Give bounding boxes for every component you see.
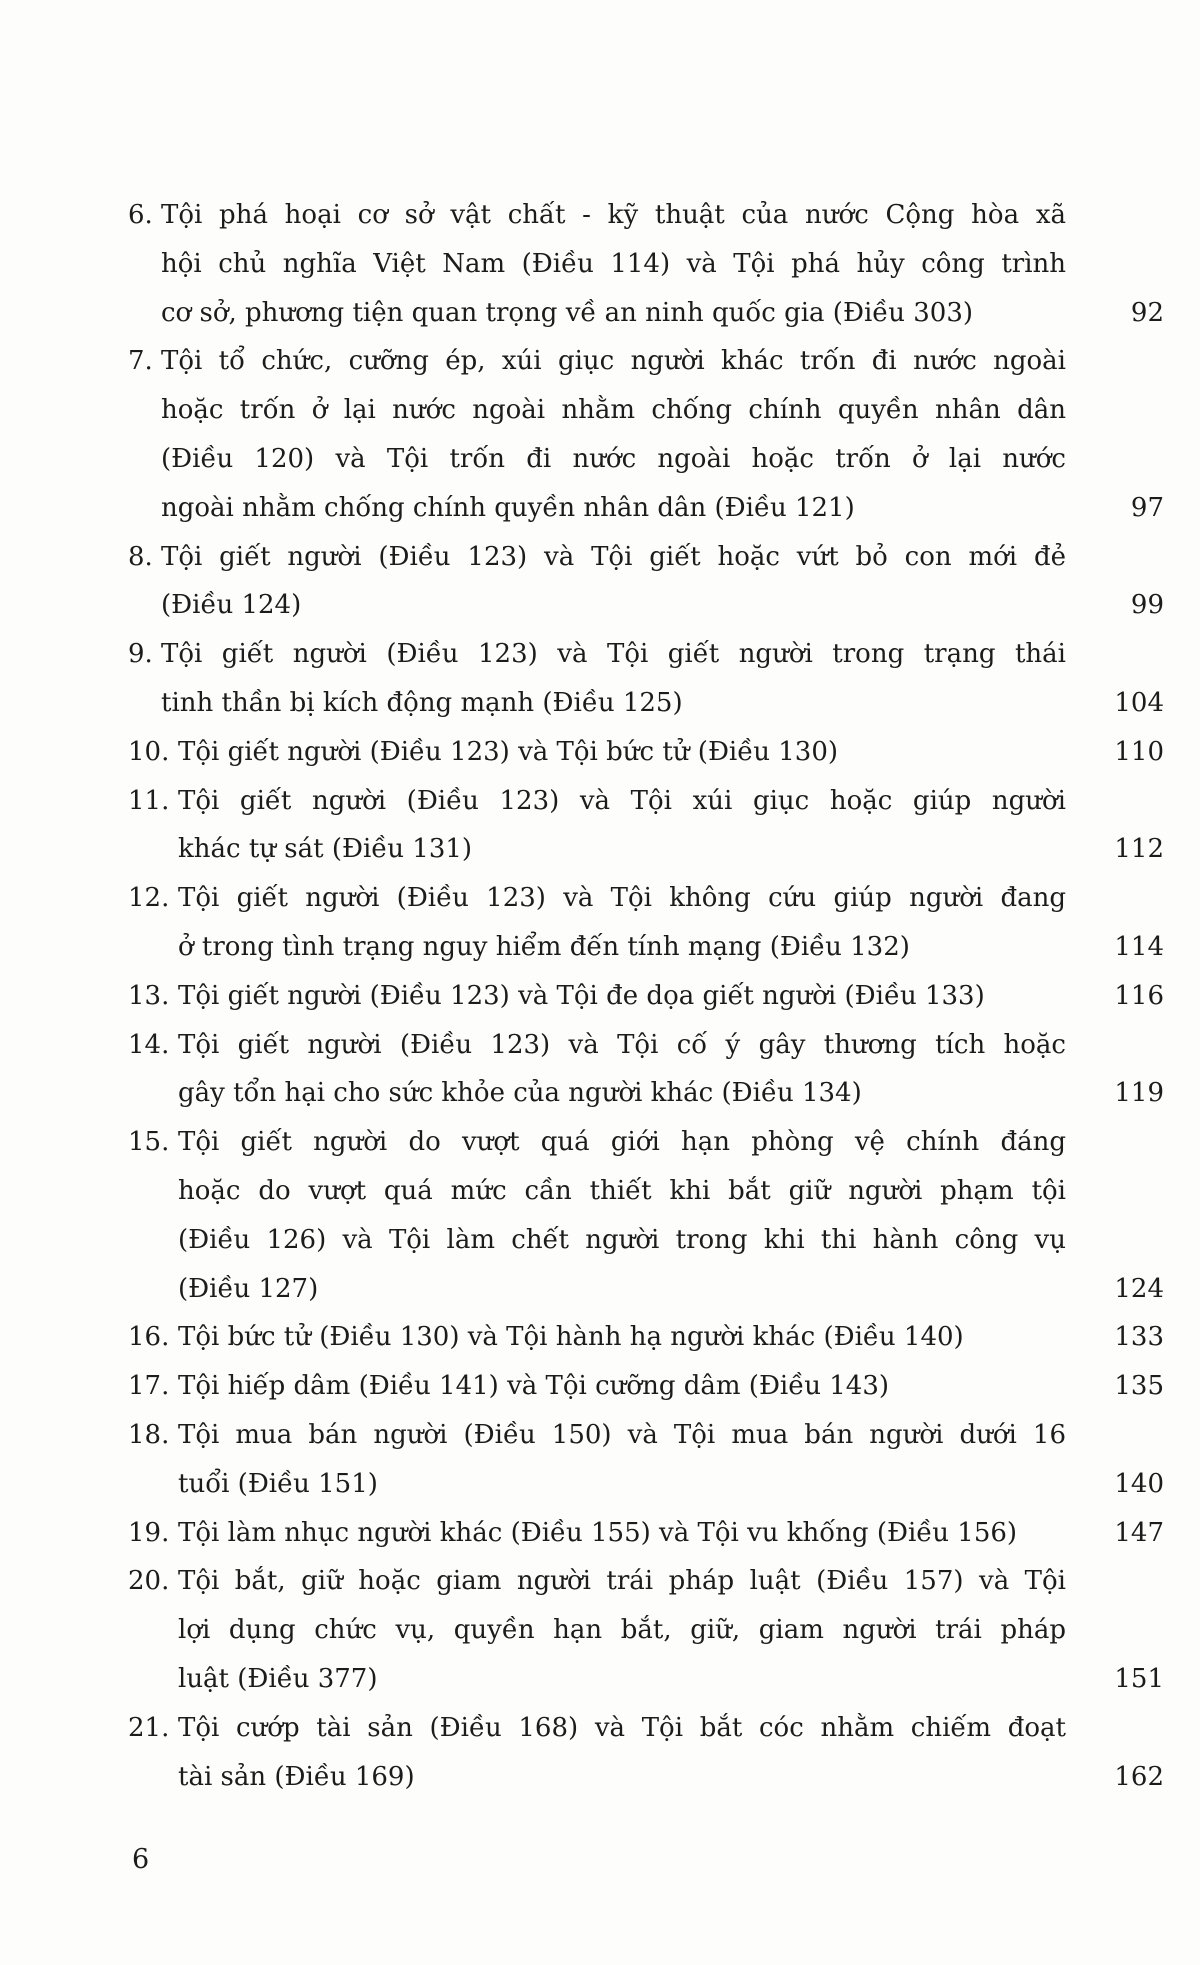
- toc-entry-line: Tội tổ chức, cưỡng ép, xúi giục người khác trốn đi nước ngoài: [161, 346, 1066, 377]
- toc-entry-number: 19.: [128, 1517, 170, 1548]
- toc-entry-line: gây tổn hại cho sức khỏe của người khác (Điều 134): [178, 1078, 862, 1109]
- toc-entry-title: [178, 874, 1066, 972]
- toc-entry-page: 140: [1114, 1468, 1164, 1499]
- toc-entry-page: 112: [1114, 834, 1164, 865]
- toc-entry-number: 14.: [128, 1029, 170, 1060]
- toc-entry-line: Tội phá hoại cơ sở vật chất - kỹ thuật của nước Cộng hòa xã: [161, 200, 1066, 230]
- toc-entry-title: [161, 533, 1066, 631]
- toc-entry-number: 17.: [128, 1371, 170, 1402]
- toc-entry-page: 135: [1114, 1371, 1164, 1402]
- toc-entry: [128, 533, 1164, 631]
- toc-entry-title: [178, 1362, 1066, 1411]
- toc-entry-line: Tội giết người (Điều 123) và Tội không cứu giúp người đang: [178, 883, 1066, 914]
- toc-entry-number: 7.: [128, 346, 153, 377]
- toc-entry-page: 114: [1114, 931, 1164, 962]
- toc-entry-page: 133: [1114, 1322, 1164, 1353]
- toc-entry-number: 18.: [128, 1419, 170, 1450]
- toc-entry-title: [161, 630, 1066, 728]
- toc-entry-title: [178, 728, 1066, 777]
- toc-entry-line: (Điều 127): [178, 1273, 319, 1304]
- page-number: 6: [132, 1844, 150, 1875]
- toc-entry-line: (Điều 124): [161, 590, 302, 621]
- toc-entry-line: Tội giết người (Điều 123) và Tội đe dọa giết người (Điều 133): [178, 980, 985, 1011]
- toc-entry: [128, 1362, 1164, 1411]
- toc-entry-number: 15.: [128, 1127, 170, 1158]
- toc-entry-line: (Điều 120) và Tội trốn đi nước ngoài hoặc trốn ở lại nước: [161, 443, 1066, 474]
- toc-entry-line: Tội làm nhục người khác (Điều 155) và Tội vu khống (Điều 156): [178, 1517, 1018, 1548]
- toc-entry-line: ở trong tình trạng nguy hiểm đến tính mạng (Điều 132): [178, 931, 910, 962]
- toc-entry-title: [161, 337, 1066, 532]
- toc-entry-title: [178, 1313, 1066, 1362]
- toc-entry-line: Tội mua bán người (Điều 150) và Tội mua bán người dưới 16: [178, 1419, 1066, 1450]
- toc-entry-line: Tội giết người (Điều 123) và Tội bức tử (Điều 130): [178, 736, 839, 767]
- toc-entry-line: Tội giết người (Điều 123) và Tội cố ý gây thương tích hoặc: [178, 1029, 1066, 1060]
- toc-entry-title: [178, 777, 1066, 875]
- toc-entry-line: cơ sở, phương tiện quan trọng về an ninh quốc gia (Điều 303): [161, 297, 974, 328]
- toc-entry-line: hoặc trốn ở lại nước ngoài nhằm chống chính quyền nhân dân: [161, 395, 1066, 426]
- toc-entry: [128, 777, 1164, 875]
- toc-entry-line: Tội giết người (Điều 123) và Tội giết người trong trạng thái: [161, 639, 1066, 670]
- toc-entry-title: [178, 1509, 1066, 1558]
- toc-entry-line: tinh thần bị kích động mạnh (Điều 125): [161, 687, 683, 718]
- toc-entry-page: 124: [1114, 1273, 1164, 1304]
- toc-entry-line: Tội bức tử (Điều 130) và Tội hành hạ người khác (Điều 140): [178, 1322, 964, 1353]
- toc-entry-title: [161, 191, 1066, 337]
- toc-entry: [128, 1411, 1164, 1509]
- toc-entry-line: hội chủ nghĩa Việt Nam (Điều 114) và Tội phá hủy công trình: [161, 248, 1066, 279]
- toc-entry-line: Tội bắt, giữ hoặc giam người trái pháp luật (Điều 157) và Tội: [178, 1566, 1066, 1597]
- toc-entry: [128, 1021, 1164, 1119]
- toc-entry: [128, 191, 1164, 337]
- toc-entry-number: 12.: [128, 883, 170, 914]
- toc-entry: [128, 874, 1164, 972]
- toc-entry-page: 104: [1114, 687, 1164, 718]
- toc-entry-title: [178, 1704, 1066, 1802]
- toc-entry: [128, 1704, 1164, 1802]
- toc-entry-title: [178, 1411, 1066, 1509]
- toc-entry-line: Tội giết người do vượt quá giới hạn phòng vệ chính đáng: [178, 1127, 1066, 1158]
- toc-entry-page: 151: [1114, 1663, 1164, 1694]
- toc-entry-number: 20.: [128, 1566, 170, 1597]
- toc-entry-line: Tội giết người (Điều 123) và Tội xúi giục hoặc giúp người: [178, 785, 1066, 816]
- toc-entry: [128, 1557, 1164, 1703]
- toc-entry-line: (Điều 126) và Tội làm chết người trong khi thi hành công vụ: [178, 1224, 1066, 1255]
- toc-entry-number: 10.: [128, 736, 170, 767]
- toc-entry-title: [178, 1021, 1066, 1119]
- toc-entry-line: tài sản (Điều 169): [178, 1761, 415, 1792]
- toc-entry: [128, 337, 1164, 532]
- toc-entry-title: [178, 972, 1066, 1021]
- toc-entry-page: 116: [1114, 980, 1164, 1011]
- toc-entry-title: [178, 1118, 1066, 1313]
- toc-entry-page: 110: [1114, 736, 1164, 767]
- toc-entry: [128, 972, 1164, 1021]
- toc-entry-number: 21.: [128, 1712, 170, 1743]
- toc-entry-page: 97: [1130, 492, 1164, 523]
- toc-entry-number: 9.: [128, 639, 153, 670]
- toc-entry-page: 92: [1130, 297, 1164, 328]
- toc-entry-page: 147: [1114, 1517, 1164, 1548]
- toc-entry: [128, 1313, 1164, 1362]
- toc-entry-page: 99: [1130, 590, 1164, 621]
- toc-entry-line: lợi dụng chức vụ, quyền hạn bắt, giữ, giam người trái pháp: [178, 1615, 1066, 1646]
- toc-entry-line: ngoài nhằm chống chính quyền nhân dân (Điều 121): [161, 492, 855, 523]
- toc-entry-line: hoặc do vượt quá mức cần thiết khi bắt giữ người phạm tội: [178, 1175, 1066, 1206]
- toc-entry-number: 6.: [128, 200, 153, 230]
- toc-entry-number: 13.: [128, 980, 170, 1011]
- table-of-contents: [128, 191, 1164, 1801]
- toc-entry-line: Tội hiếp dâm (Điều 141) và Tội cưỡng dâm (Điều 143): [178, 1371, 890, 1402]
- toc-entry: [128, 1118, 1164, 1313]
- toc-entry: [128, 1509, 1164, 1558]
- toc-entry-page: 162: [1114, 1761, 1164, 1792]
- toc-entry-number: 11.: [128, 785, 170, 816]
- toc-entry-line: Tội giết người (Điều 123) và Tội giết hoặc vứt bỏ con mới đẻ: [161, 541, 1066, 572]
- toc-entry: [128, 630, 1164, 728]
- toc-entry: [128, 728, 1164, 777]
- toc-entry-page: 119: [1114, 1078, 1164, 1109]
- toc-entry-line: luật (Điều 377): [178, 1663, 378, 1694]
- toc-entry-line: Tội cướp tài sản (Điều 168) và Tội bắt cóc nhằm chiếm đoạt: [178, 1712, 1066, 1743]
- toc-entry-line: khác tự sát (Điều 131): [178, 834, 473, 865]
- toc-entry-line: tuổi (Điều 151): [178, 1468, 378, 1499]
- toc-entry-title: [178, 1557, 1066, 1703]
- toc-entry-number: 16.: [128, 1322, 170, 1353]
- toc-entry-number: 8.: [128, 541, 153, 572]
